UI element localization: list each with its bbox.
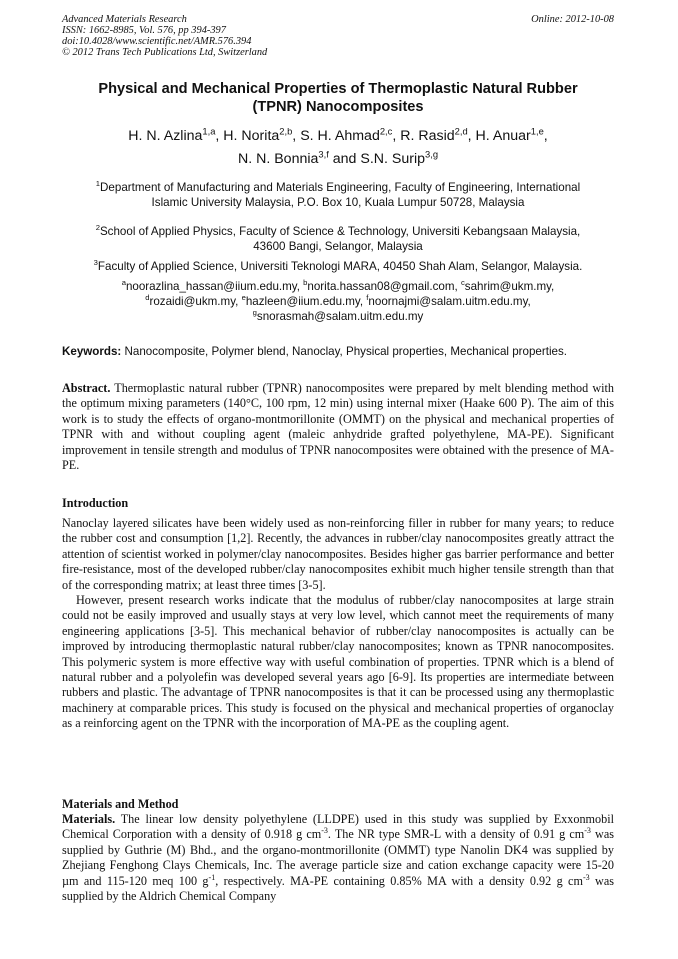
doi-line: doi:10.4028/www.scientific.net/AMR.576.394 — [62, 36, 252, 47]
author-name: S.N. Surip — [360, 151, 426, 167]
affiliation-2 — [62, 224, 614, 254]
unit-exponent: -1 — [208, 872, 216, 882]
keywords-label: Keywords: — [62, 345, 122, 358]
affil-line: School of Applied Physics, Faculty of Science & Technology, Universiti Kebangsaan Malaysia, — [99, 225, 581, 238]
author-affil-mark: 1,e — [530, 126, 544, 137]
online-date: Online: 2012-10-08 — [531, 14, 614, 25]
introduction-heading: Introduction — [62, 496, 129, 510]
affil-line: Department of Manufacturing and Materials Engineering, Faculty of Engineering, International — [100, 181, 581, 194]
affil-line: Faculty of Applied Science, Universiti Teknologi MARA, 40450 Shah Alam, Selangor, Malaysia. — [97, 260, 583, 273]
affil-mark: 2 — [95, 223, 100, 233]
keywords-line — [62, 344, 622, 359]
unit-exponent: -3 — [584, 826, 591, 836]
title-line-1: Physical and Mechanical Properties of Thermoplastic Natural Rubber — [98, 81, 578, 97]
author-name: H. Anuar — [475, 128, 531, 144]
email-link[interactable]: norita.hassan08@gmail.com, — [307, 280, 461, 293]
materials-label: Materials. — [62, 812, 116, 826]
copyright-line: © 2012 Trans Tech Publications Ltd, Switzerland — [62, 47, 268, 58]
intro-paragraph-2: However, present research works indicate that the modulus of rubber/clay nanocomposites at large strain could not be easily improved and usually stays at very low level, which cannot meet the requirements of many engineering applications [3-5]. This mechanical behavior of rubber/clay nanocomposites is actually can be improved by introducing thermoplastic natural rubber/clay nanocomposites; known as TPNR nanocomposites. This polymeric system is more effective way with useful combination of properties. TPNR which is a blend of natural rubber and a polyolefin was developed several years ago [6-9]. Its properties are intermediate between rubbers and plastic. The advantage of TPNR nanocomposites is that it can be processed using any thermoplastic machinery at comparable prices. This study is focused on the physical and mechanical properties of organoclay as a reinforcing agent on the TPNR with the incorporation of MA-PE as the coupling agent. — [62, 593, 614, 731]
author-affil-mark: 1,a — [202, 126, 216, 137]
author-affil-mark: 3,g — [425, 149, 439, 160]
materials-text: The linear low density polyethylene (LLDPE) used in this study was supplied by Exxonmobil Chemical Corporation with a density of 0.918 g cm — [62, 812, 614, 842]
email-mark: g — [252, 308, 257, 318]
materials-method-heading: Materials and Method — [62, 797, 179, 811]
author-list — [62, 125, 614, 171]
affiliation-3 — [62, 259, 614, 274]
materials-text: was supplied by Guthrie (M) Bhd., and the organo-montmorillonite (OMMT) type Nanolin DK4 was supplied by Zhejiang Fenghong Clays Chemicals, Inc. The average particle size and cation exchange capacity were 15-20 µm and 115-120 meq 100 g — [62, 827, 614, 888]
email-mark: e — [241, 293, 246, 303]
affil-line: Islamic University Malaysia, P.O. Box 10, Kuala Lumpur 50728, Malaysia — [151, 196, 525, 209]
author-name: S. H. Ahmad — [300, 128, 380, 144]
journal-name: Advanced Materials Research — [62, 14, 187, 25]
author-affil-mark: 3,f — [318, 149, 329, 160]
author-affil-mark: 2,c — [379, 126, 393, 137]
affil-mark: 3 — [93, 258, 98, 268]
abstract-text: Thermoplastic natural rubber (TPNR) nanocomposites were prepared by melt blending method with the optimum mixing parameters (140°C, 100 rpm, 12 min) using internal mixer (Haake 600 P). The aim of this work is to study the effects of organo-montmorillonite (OMMT) on the physical and mechanical properties of TPNR with and without coupling agent (maleic anhydride grafted polyethylene, MA-PE). Significant improvement in tensile strength and modulus of TPNR nanocomposites were obtained with the presence of MA-PE. — [62, 381, 614, 473]
author-separator: , — [467, 128, 476, 144]
email-link[interactable]: noornajmi@salam.uitm.edu.my, — [368, 295, 531, 308]
author-line-2 — [62, 148, 614, 171]
author-name: R. Rasid — [400, 128, 455, 144]
introduction-section — [62, 516, 614, 732]
author-separator: , — [292, 128, 301, 144]
intro-paragraph-1: Nanoclay layered silicates have been widely used as non-reinforcing filler in rubber for many years; to reduce the rubber cost and consumption [1,2]. Recently, the advances in rubber/clay nanocomposites greatly attract the attention of scientist worked in polymer/clay nanocomposites. Besides higher gas barrier performance and better fire-resistance, most of the developed rubber/clay nanocomposites exhibit much higher tensile strength than that of the corresponding matrix; at least three times [3-5]. — [62, 516, 614, 592]
materials-paragraph — [62, 812, 614, 904]
email-mark: c — [460, 278, 465, 288]
affil-mark: 1 — [95, 179, 101, 189]
materials-section — [62, 812, 614, 904]
abstract-section — [62, 381, 614, 473]
email-mark: a — [121, 278, 126, 288]
author-name: N. N. Bonnia — [237, 151, 319, 167]
author-separator: and — [328, 151, 361, 167]
materials-text: , respectively. MA-PE containing 0.85% MA with a density 0.92 g cm — [215, 873, 583, 888]
title-line-2: (TPNR) Nanocomposites — [252, 99, 424, 115]
email-link[interactable]: sahrim@ukm.my, — [464, 280, 555, 293]
author-affil-mark: 2,d — [454, 126, 468, 137]
affil-line: 43600 Bangi, Selangor, Malaysia — [253, 240, 423, 253]
keywords-text: Nanocomposite, Polymer blend, Nanoclay, Physical properties, Mechanical properties. — [121, 345, 567, 358]
email-link[interactable]: noorazlina_hassan@iium.edu.my, — [125, 280, 304, 293]
email-link[interactable]: rozaidi@ukm.my, — [149, 295, 242, 308]
running-header — [62, 14, 614, 58]
email-list — [62, 279, 614, 324]
email-mark: d — [145, 293, 150, 303]
email-mark: f — [366, 293, 369, 303]
issn-line: ISSN: 1662-8985, Vol. 576, pp 394-397 — [62, 25, 226, 36]
affiliation-1 — [62, 180, 614, 210]
materials-text: . The NR type SMR-L with a density of 0.91 g cm — [327, 827, 585, 842]
author-affil-mark: 2,b — [279, 126, 293, 137]
unit-exponent: -3 — [582, 872, 590, 882]
email-link[interactable]: snorasmah@salam.uitm.edu.my — [256, 310, 424, 323]
abstract-label: Abstract. — [62, 381, 111, 395]
author-name: H. N. Azlina — [128, 128, 203, 144]
author-separator: , — [392, 128, 401, 144]
author-separator: , — [215, 128, 224, 144]
author-separator: , — [543, 128, 548, 144]
email-mark: b — [303, 278, 308, 288]
author-name: H. Norita — [223, 128, 280, 144]
email-link[interactable]: hazleen@iium.edu.my, — [245, 295, 367, 308]
unit-exponent: -3 — [321, 826, 328, 836]
paper-title — [62, 80, 614, 116]
materials-text: was supplied by the Aldrich Chemical Company — [62, 873, 614, 904]
author-line-1 — [62, 125, 614, 148]
